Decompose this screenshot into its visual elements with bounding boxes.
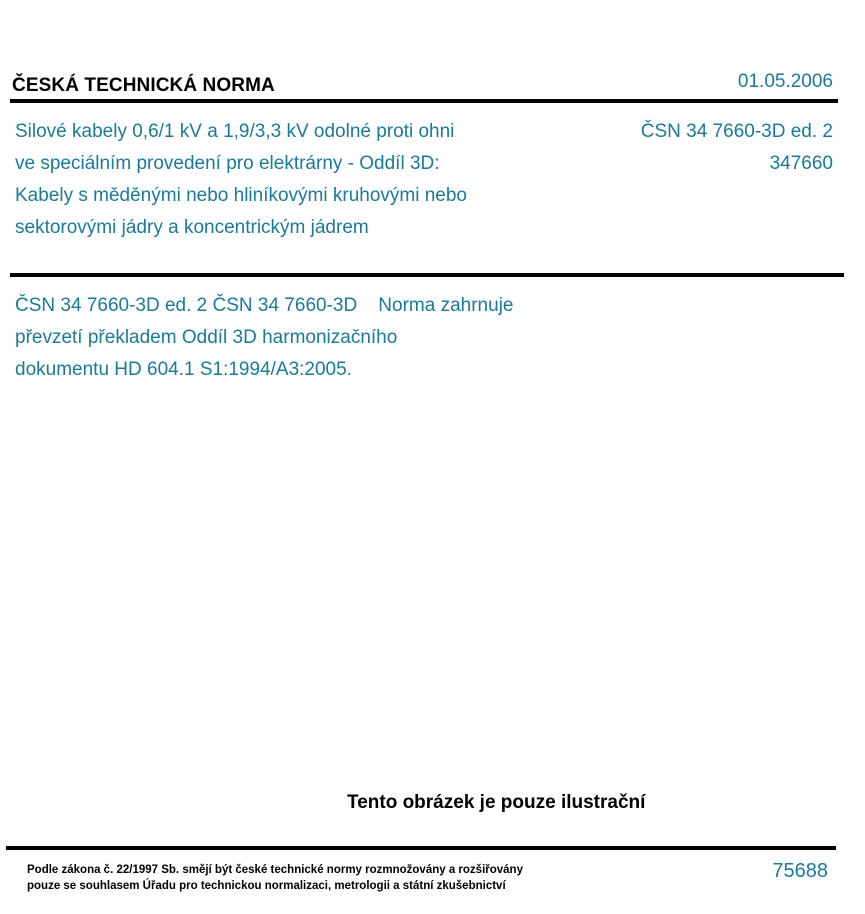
standard-title-line: Kabely s měděnými nebo hliníkovými kruhovými nebo	[15, 185, 467, 206]
document-header-title: ČESKÁ TECHNICKÁ NORMA	[12, 75, 275, 96]
standard-designation: ČSN 34 7660-3D ed. 2	[640, 121, 833, 142]
legal-notice-line: pouze se souhlasem Úřadu pro technickou normalizaci, metrologii a státní zkušebnictví	[27, 880, 506, 892]
adoption-note-line: ČSN 34 7660-3D ed. 2 ČSN 34 7660-3D Norma zahrnuje	[15, 295, 514, 316]
adoption-note	[15, 290, 615, 386]
adoption-note-line: převzetí překladem Oddíl 3D harmonizačního	[15, 327, 398, 348]
standard-title-line: Silové kabely 0,6/1 kV a 1,9/3,3 kV odolné proti ohni	[15, 121, 455, 142]
header-divider	[10, 99, 838, 103]
footer-divider	[6, 846, 836, 850]
standard-identifiers	[641, 116, 833, 180]
legal-notice	[27, 862, 523, 894]
document-number: 75688	[772, 860, 828, 882]
standard-title-line: ve speciálním provedení pro elektrárny - Oddíl 3D:	[15, 153, 440, 174]
standard-title-line: sektorovými jádry a koncentrickým jádrem	[15, 217, 369, 238]
section-divider	[10, 273, 844, 277]
publication-date: 01.05.2006	[737, 71, 833, 92]
standard-title	[15, 116, 575, 244]
legal-notice-line: Podle zákona č. 22/1997 Sb. smějí být české technické normy rozmnožovány a rozšiřovány	[27, 864, 523, 876]
adoption-note-line: dokumentu HD 604.1 S1:1994/A3:2005.	[15, 359, 352, 380]
illustration-notice: Tento obrázek je pouze ilustrační	[347, 792, 646, 813]
catalog-number: 347660	[769, 153, 833, 174]
